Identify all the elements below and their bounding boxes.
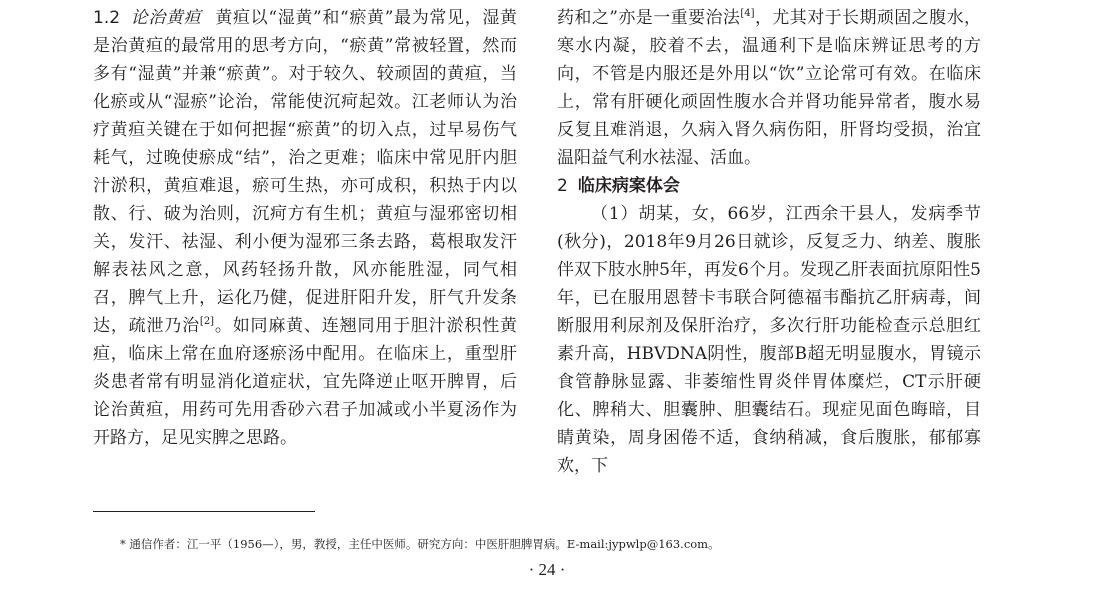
section-number: 2 bbox=[557, 176, 568, 196]
paragraph-text: 黄疸以“湿黄”和“瘀黄”最为常见，湿黄是治黄疸的最常用的思考方向，“瘀黄”常被轻置，然而多有“湿黄”并兼“瘀黄”。对于较久、较顽固的黄疸，当化瘀或从“湿瘀”论治，常能使沉疴起效。江老师认为治疗黄疸关键在于如何把握“瘀黄”的切入点，过早易伤气耗气，过晚使瘀成“结”，治之更难；临床中常见肝内胆汁淤积，黄疸难退，瘀可生热，亦可成积，积热于内以散、行、破为治则，沉疴方有生机；黄疸与湿邪密切相关，发汗、祛湿、利小便为湿邪三条去路，葛根取发汗解表祛风之意，风药轻扬升散，风亦能胜湿，同气相召，脾气上升，运化乃健，促进肝阳升发，肝气升发条达，疏泄乃治 bbox=[93, 8, 518, 336]
citation-marker: [2] bbox=[199, 316, 215, 327]
paragraph-ascites bbox=[557, 4, 981, 172]
citation-marker: [4] bbox=[740, 8, 755, 19]
paragraph-jaundice bbox=[93, 4, 517, 452]
section-title: 临床病案体会 bbox=[577, 176, 680, 196]
page-number: · 24 · bbox=[528, 560, 566, 579]
paragraph-text: 。如同麻黄、连翘同用于胆汁淤积性黄疸，临床上常在血府逐瘀汤中配用。在临床上，重型肝炎患者常有明显消化道症状，宜先降逆止呕开脾胃，后论治黄疸，用药可先用香砂六君子加减或小半夏汤作为开路方，足见实脾之思路。 bbox=[93, 316, 518, 448]
right-column bbox=[557, 4, 981, 480]
paragraph-text: ，尤其对于长期顽固之腹水，寒水内凝，胶着不去，温通利下是临床辨证思考的方向，不管是内服还是外用以“饮”立论常可有效。在临床上，常有肝硬化顽固性腹水合并肾功能异常者，腹水易反复且难消退，久病入肾久病伤阳，肝肾均受损，治宜温阳益气利水祛湿、活血。 bbox=[557, 8, 981, 168]
paragraph-case-1: （1）胡某，女，66岁，江西余干县人，发病季节(秋分)，2018年9月26日就诊，反复乏力、纳差、腹胀伴双下肢水肿5年，再发6个月。发现乙肝表面抗原阳性5年，已在服用恩替卡韦联合阿德福韦酯抗乙肝病毒，间断服用利尿剂及保肝治疗，多次行肝功能检查示总胆红素升高，HBVDNA阴性，腹部B超无明显腹水，胃镜示食管静脉显露、非萎缩性胃炎伴胃体糜烂，CT示肝硬化、脾稍大、胆囊肿、胆囊结石。现症见面色晦暗，目睛黄染，周身困倦不适，食纳稍减，食后腹胀，郁郁寡欢，下 bbox=[557, 204, 981, 476]
footnote: * 通信作者：江一平（1956—），男，教授，主任中医师。研究方向：中医肝胆脾胃病。E-mail:jypwlp@163.com。 bbox=[120, 537, 720, 551]
section-heading bbox=[557, 172, 981, 200]
subsection-title: 论治黄疸 bbox=[130, 8, 202, 28]
left-column bbox=[93, 4, 517, 452]
paragraph-text: 药和之”亦是一重要治法 bbox=[557, 8, 741, 28]
footnote-divider bbox=[93, 511, 315, 512]
subsection-number: 1.2 bbox=[93, 8, 121, 28]
